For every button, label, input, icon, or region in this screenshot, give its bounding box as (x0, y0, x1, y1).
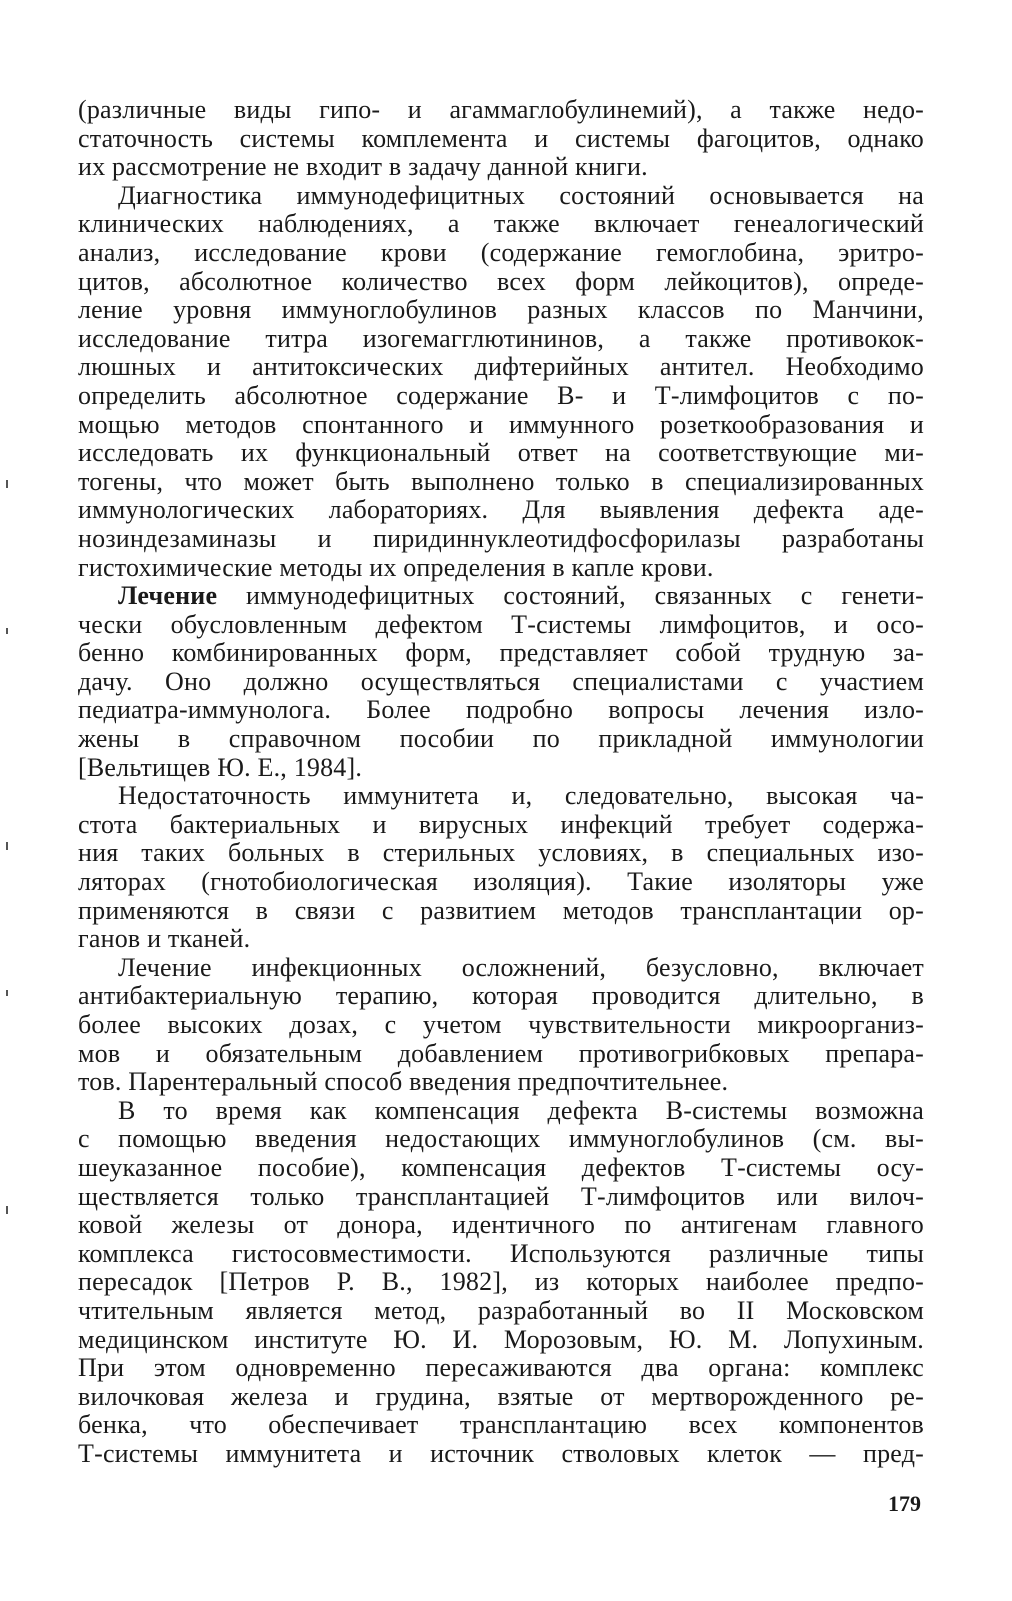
text-line: мов и обязательным добавлением противогрибковых препара- (78, 1039, 924, 1068)
text-line: ния таких больных в стерильных условиях, в специальных изо- (78, 839, 924, 868)
bold-lead-word: Лечение (118, 582, 218, 611)
text-line: цитов, абсолютное количество всех форм лейкоцитов), опреде- (78, 267, 924, 296)
text-line: Недостаточность иммунитета и, следовательно, высокая ча- (118, 782, 924, 811)
text-line: ляторах (гнотобиологическая изоляция). Такие изоляторы уже (78, 868, 924, 897)
text-line: ление уровня иммуноглобулинов разных классов по Манчини, (78, 296, 924, 325)
paragraph (78, 1097, 924, 1469)
text-line: гистохимические методы их определения в капле крови. (78, 553, 714, 582)
text-line: ганов и тканей. (78, 925, 251, 954)
text-line: чески обусловленным дефектом Т-системы лимфоцитов, и осо- (78, 610, 924, 639)
text-line: педиатра-иммунолога. Более подробно вопросы лечения изло- (78, 696, 924, 725)
paragraph (78, 182, 924, 582)
text-line: иммунологических лабораториях. Для выявления дефекта аде- (78, 496, 924, 525)
text-line: более высоких дозах, с учетом чувствительности микроорганиз- (78, 1011, 924, 1039)
text-line: пересадок [Петров Р. В., 1982], из которых наиболее предпо- (78, 1268, 924, 1297)
scan-mark (6, 628, 8, 634)
text-line: Т-системы иммунитета и источник стволовых клеток — пред- (78, 1439, 924, 1468)
text-line: (различные виды гипо- и агаммаглобулинемий), а также недо- (78, 96, 924, 124)
paragraph (78, 582, 924, 782)
scan-mark (6, 842, 8, 850)
text-line: мощью методов спонтанного и иммунного розеткообразования и (78, 410, 924, 439)
text-line: антибактериальную терапию, которая проводится длительно, в (78, 982, 924, 1011)
text-line: чтительным является метод, разработанный во II Московском (78, 1296, 924, 1325)
text-line: ковой железы от донора, идентичного по антигенам главного (78, 1211, 924, 1240)
paragraph (78, 96, 924, 182)
scan-mark (6, 990, 8, 996)
paragraph (78, 954, 924, 1097)
text-line: тогены, что может быть выполнено только в специализированных (78, 467, 924, 496)
scan-mark (6, 1206, 8, 1214)
text-line: Диагностика иммунодефицитных состояний основывается на (118, 181, 924, 210)
text-line: исследовать их функциональный ответ на соответствующие ми- (78, 439, 924, 468)
text-line: клинических наблюдениях, а также включает генеалогический (78, 210, 924, 239)
text-line: с помощью введения недостающих иммуноглобулинов (см. вы- (78, 1125, 924, 1154)
text-fragment: иммунодефицитных состояний, связанных с генети- (217, 582, 924, 611)
text-line: комплекса гистосовместимости. Используются различные типы (78, 1239, 924, 1268)
paragraph (78, 782, 924, 954)
text-line: ществляется только трансплантацией Т-лимфоцитов или вилоч- (78, 1182, 924, 1211)
text-line: [Вельтищев Ю. Е., 1984]. (78, 753, 363, 782)
text-line: бенка, что обеспечивает трансплантацию всех компонентов (78, 1411, 924, 1440)
text-line: применяются в связи с развитием методов трансплантации ор- (78, 896, 924, 925)
scan-mark (6, 480, 8, 488)
text-line: вилочковая железа и грудина, взятые от мертворожденного ре- (78, 1382, 924, 1411)
text-line: исследование титра изогемагглютининов, а также противокок- (78, 324, 924, 353)
text-line: определить абсолютное содержание В- и Т-лимфоцитов с по- (78, 381, 924, 410)
text-line: медицинском институте Ю. И. Морозовым, Ю. М. Лопухиным. (78, 1325, 924, 1354)
text-line: тов. Парентеральный способ введения предпочтительнее. (78, 1068, 729, 1097)
text-line: бенно комбинированных форм, представляет собой трудную за- (78, 639, 924, 668)
text-line: При этом одновременно пересаживаются два органа: комплекс (78, 1354, 924, 1383)
text-line: жены в справочном пособии по прикладной иммунологии (78, 725, 924, 754)
text-line: дачу. Оно должно осуществляться специалистами с участием (78, 667, 924, 696)
text-line: люшных и антитоксических дифтерийных антител. Необходимо (78, 353, 924, 382)
text-line: шеуказанное пособие), компенсация дефектов Т-системы осу- (78, 1153, 924, 1182)
text-line: В то время как компенсация дефекта В-системы возможна (118, 1096, 924, 1125)
text-line: нозиндезаминазы и пиридиннуклеотидфосфорилазы разработаны (78, 524, 924, 553)
page-number: 179 (888, 1491, 921, 1516)
text-line: их рассмотрение не входит в задачу данной книги. (78, 153, 648, 182)
page-body (78, 96, 924, 1469)
text-line: стота бактериальных и вирусных инфекций требует содержа- (78, 810, 924, 839)
text-line: статочность системы комплемента и системы фагоцитов, однако (78, 124, 924, 153)
text-line: анализ, исследование крови (содержание гемоглобина, эритро- (78, 238, 924, 267)
text-line (78, 582, 924, 611)
text-line: Лечение инфекционных осложнений, безусловно, включает (118, 953, 924, 982)
